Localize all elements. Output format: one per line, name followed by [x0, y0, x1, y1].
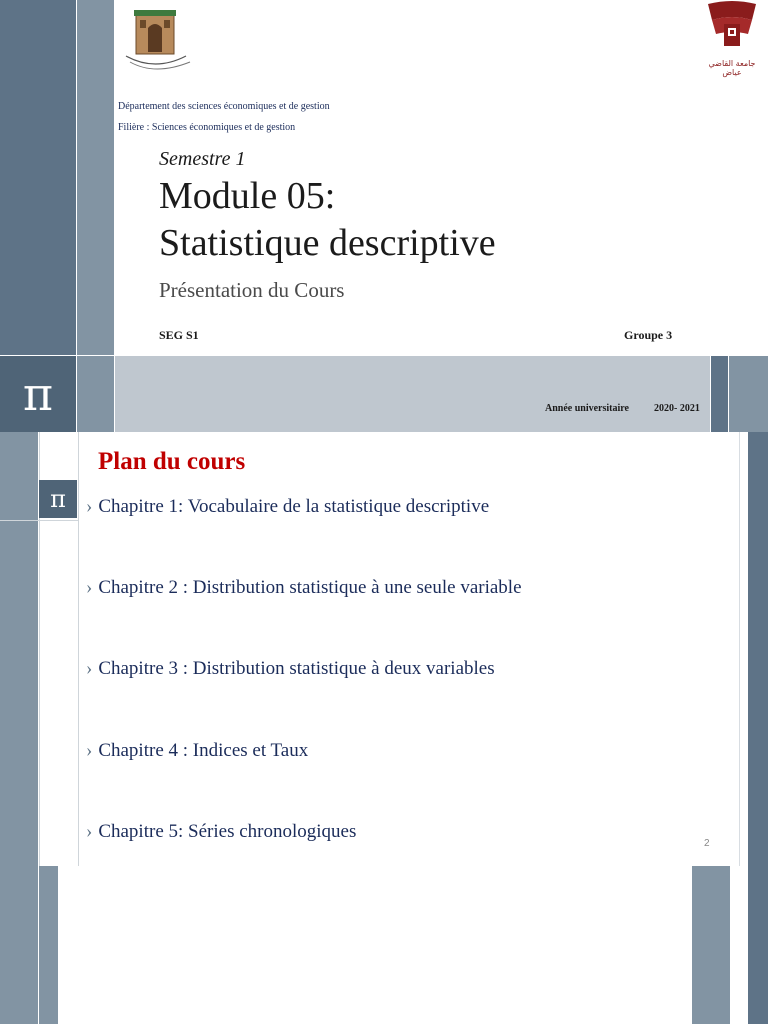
institution-logo-left: [120, 2, 200, 82]
chapter-3-label: Chapitre 3 : Distribution statistique à deux variables: [98, 658, 495, 679]
semester-label: Semestre 1: [159, 148, 246, 170]
left-stripe-light: [77, 0, 114, 355]
slide2-left-hline: [0, 520, 78, 521]
academic-year-label: Année universitaire: [545, 403, 629, 414]
left-stripe-dark: [0, 0, 76, 355]
band-light: [115, 356, 710, 432]
university-logo-right: [698, 0, 766, 77]
slide2-right-stripe: [748, 432, 768, 866]
band-stripe-2: [711, 356, 728, 432]
bullet-icon: ›: [86, 821, 93, 842]
pi-box: [0, 356, 76, 432]
chapter-1-label: Chapitre 1: Vocabulaire de la statistique descriptive: [98, 496, 490, 517]
group-label: Groupe 3: [624, 328, 673, 342]
page-number: 2: [704, 838, 710, 849]
university-logo-text: جامعة القاضي عياض: [708, 59, 756, 77]
chapter-4-label: Chapitre 4 : Indices et Taux: [98, 740, 309, 761]
slide2-pi-icon: π: [50, 485, 66, 513]
slide2-left-stripe-a: [0, 432, 38, 866]
slide2-pi-box: [39, 480, 77, 518]
chapter-2-label: Chapitre 2 : Distribution statistique à une seule variable: [98, 577, 522, 598]
list-item: [86, 577, 522, 599]
band-stripe-3: [729, 356, 768, 432]
seg-label: SEG S1: [159, 328, 199, 342]
bullet-icon: ›: [86, 577, 93, 598]
slide3-left-stripe-a: [0, 866, 38, 1024]
list-item: [86, 740, 308, 762]
module-title: Module 05:: [159, 175, 336, 217]
bullet-icon: ›: [86, 740, 93, 761]
slide2-right-divider: [739, 432, 740, 866]
list-item: [86, 658, 495, 680]
list-item: [86, 821, 356, 843]
bullet-icon: ›: [86, 658, 93, 679]
band-stripe-1: [77, 356, 114, 432]
slide3-right-stripe-a: [692, 866, 730, 1024]
course-subtitle: Présentation du Cours: [159, 278, 345, 302]
academic-year-value: 2020- 2021: [654, 403, 700, 414]
chapter-5-label: Chapitre 5: Séries chronologiques: [98, 821, 357, 842]
department-line: Département des sciences économiques et de gestion: [118, 101, 330, 112]
course-title: Statistique descriptive: [159, 222, 496, 264]
bullet-icon: ›: [86, 496, 93, 517]
list-item: [86, 496, 489, 518]
slide3-left-stripe-b: [39, 866, 58, 1024]
slide3-right-stripe-b: [748, 866, 768, 1024]
plan-heading: Plan du cours: [98, 448, 246, 475]
pi-icon: π: [22, 367, 54, 421]
filiere-line: Filière : Sciences économiques et de gestion: [118, 122, 296, 133]
